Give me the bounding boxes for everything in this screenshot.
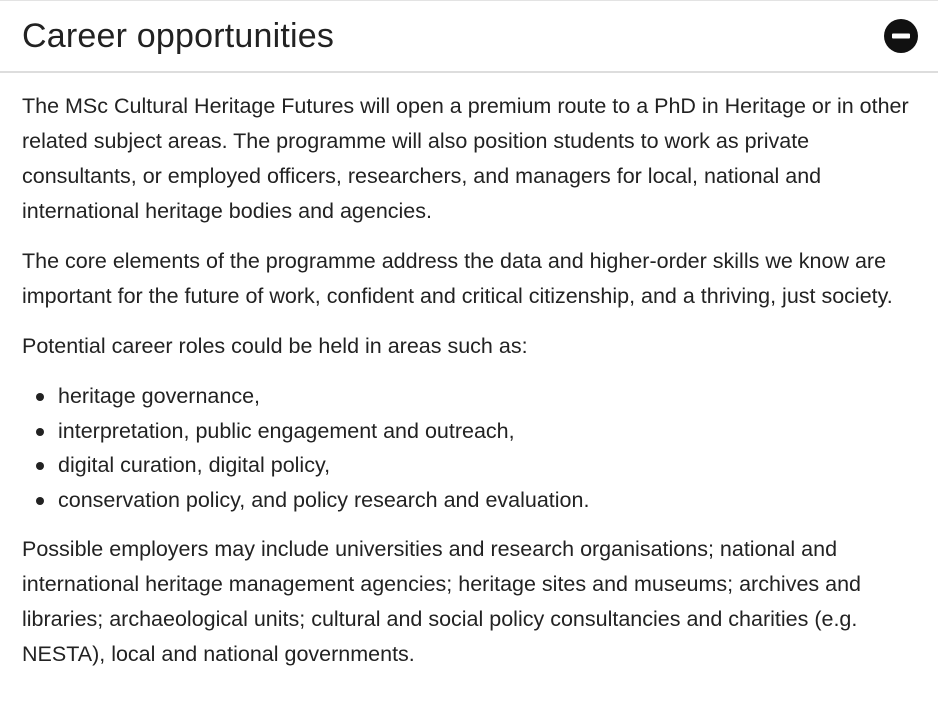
accordion-header[interactable] xyxy=(0,1,938,73)
list-item: heritage governance, xyxy=(58,379,916,414)
list-item: interpretation, public engagement and outreach, xyxy=(58,414,916,449)
list-item: digital curation, digital policy, xyxy=(58,448,916,483)
accordion-body xyxy=(0,73,938,672)
roles-intro-paragraph: Potential career roles could be held in areas such as: xyxy=(22,334,528,358)
skills-paragraph: The core elements of the programme address the data and higher-order skills we know are important for the future of work, confident and critical citizenship, and a thriving, just society. xyxy=(22,249,893,308)
list-item: conservation policy, and policy research and evaluation. xyxy=(58,483,916,518)
employers-paragraph: Possible employers may include universities and research organisations; national and international heritage management agencies; heritage sites and museums; archives and libraries; archaeological units; cultural and social policy consultancies and charities (e.g. NESTA), local and national governments. xyxy=(22,537,861,666)
minus-circle-icon[interactable] xyxy=(883,18,919,54)
intro-paragraph: The MSc Cultural Heritage Futures will open a premium route to a PhD in Heritage or in other related subject areas. The programme will also position students to work as private consultants, or employed officers, researchers, and managers for local, national and international heritage bodies and agencies. xyxy=(22,94,909,223)
career-roles-list xyxy=(22,379,916,517)
section-title: Career opportunities xyxy=(22,16,335,55)
